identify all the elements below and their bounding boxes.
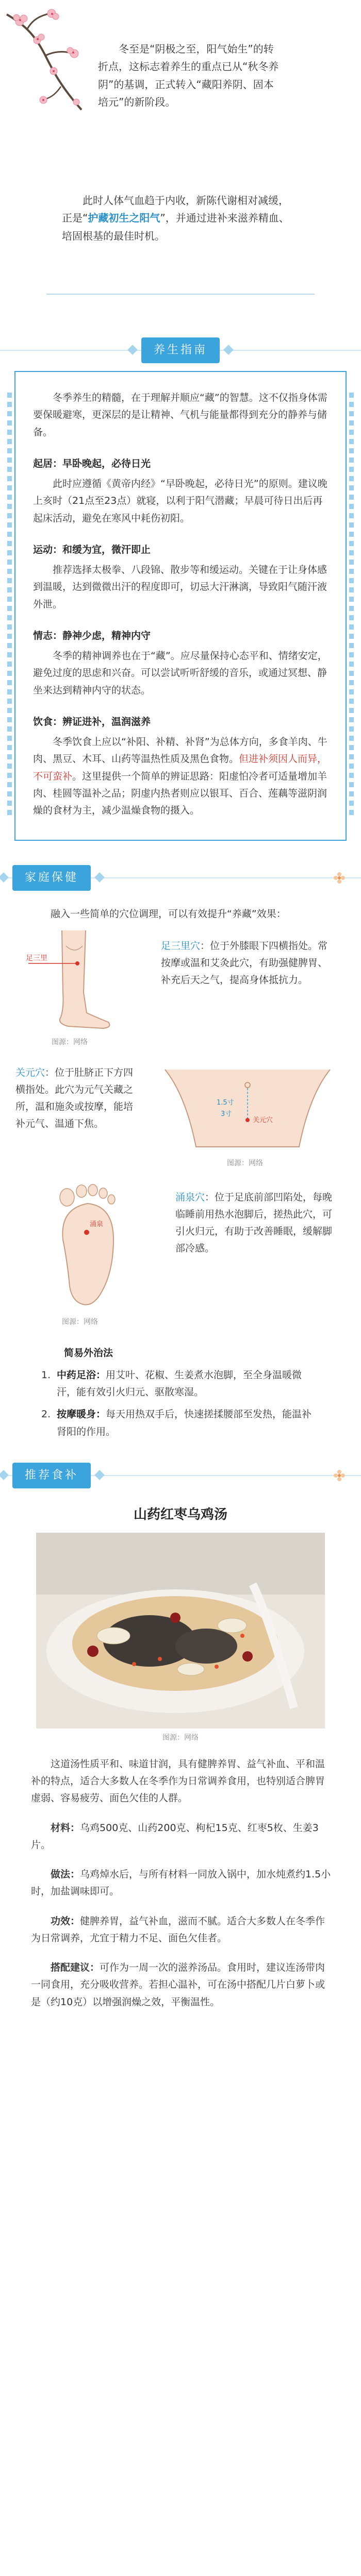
leg-illustration xyxy=(26,930,124,1033)
recipe-title: 山药红枣乌鸡汤 xyxy=(133,1506,227,1522)
foot-sole-illustration xyxy=(36,1183,139,1312)
flower-icon xyxy=(333,1469,346,1482)
guide-lifestyle-title: 起居：早卧晚起，必待日光 xyxy=(33,457,151,469)
guanyuan-mark-2: 3寸 xyxy=(221,1110,232,1118)
recipe-ingredients xyxy=(31,1820,334,1854)
yongquan-description xyxy=(175,1189,340,1258)
zusanli-text: ：位于外膝眼下四横指处。常按摩或温和艾灸此穴，有助强健脾胃、补充后天之气，提高身体抵抗力。 xyxy=(161,940,328,986)
method-text xyxy=(57,1406,320,1440)
intro-highlight: 护藏初生之阳气 xyxy=(88,212,160,225)
food-section-badge: 推荐食补 xyxy=(12,1463,91,1488)
image-caption: 图源：网络 xyxy=(52,1038,88,1046)
intro-paragraph-2 xyxy=(62,192,294,245)
guide-diet-title: 饮食：辨证进补，温润滋养 xyxy=(33,716,151,727)
method-text: 乌鸡焯水后，与所有材料一同放入锅中，加水炖煮约1.5小时，加盐调味即可。 xyxy=(31,1869,331,1897)
ingredients-text: 乌鸡500克、山药200克、枸杞15克、红枣5枚、生姜3片。 xyxy=(31,1822,319,1851)
zusanli-point-label: 足三里 xyxy=(26,954,47,962)
guide-box xyxy=(14,371,347,841)
guide-section-header xyxy=(0,330,361,371)
guide-section-badge: 养生指南 xyxy=(141,337,220,363)
recipe-photo-caption: 图源：网络 xyxy=(162,1734,199,1742)
decorative-strip-right xyxy=(349,393,354,819)
yongquan-text: ：位于足底前部凹陷处，每晚临睡前用热水泡脚后，搓热此穴，可引火归元，有助于改善睡眠，缓解脚部冷感。 xyxy=(175,1191,333,1255)
yongquan-point-label: 涌泉 xyxy=(90,1220,104,1228)
guanyuan-text: ：位于肚脐正下方四横指处。此穴为元气关藏之所，温和施灸或按摩，能培补元气、温通下焦。 xyxy=(15,1066,134,1130)
guanyuan-block xyxy=(0,1054,361,1183)
health-section-badge: 家庭保健 xyxy=(12,865,91,891)
recipe-pairing xyxy=(31,1959,334,2011)
guanyuan-mark-1: 1.5寸 xyxy=(217,1098,234,1107)
guide-diet-warning: 但进补须因人而异，不可蛮补 xyxy=(33,753,327,782)
pairing-label: 搭配建议： xyxy=(51,1962,100,1973)
method-body: 每天用热双手后，快速搓揉腰部至发热，能温补肾阳的作用。 xyxy=(57,1409,312,1437)
method-body: 用艾叶、花椒、生姜煮水泡脚，至全身温暖微汗，能有效引火归元、驱散寒湿。 xyxy=(57,1369,302,1398)
zusanli-block xyxy=(0,930,361,1054)
yongquan-block xyxy=(0,1183,361,1332)
zusanli-description xyxy=(161,938,331,989)
intro-section xyxy=(0,0,361,330)
guide-emotion-text: 冬季的精神调养也在于“藏”。应尽量保持心态平和、情绪安定，避免过度的思虑和兴奋。可以尝试听听舒缓的音乐，或通过冥想、静坐来达到精神内守的状态。 xyxy=(33,650,327,696)
image-caption: 图源：网络 xyxy=(227,1159,263,1167)
intro-paragraph-1: 冬至是“阴极之至，阳气始生”的转折点，这标志着养生的重点已从“秋冬养阴”的基调，正式转入“藏阳养阴、固本培元”的新阶段。 xyxy=(98,43,279,109)
intro-p2-text-end: ”，并通过进补来滋养精血、培固根基的最佳时机。 xyxy=(62,212,289,242)
guide-lifestyle-text: 此时应遵循《黄帝内经》“早卧晚起，必待日光”的原则。建议晚上亥时（21点至23点）就寝，以利于阳气潜藏；早晨可待日出后再起床活动，避免在寒风中耗伤初阳。 xyxy=(33,478,327,524)
recipe-intro: 这道汤性质平和、味道甘润，具有健脾养胃、益气补血、平和温补的特点，适合大多数人在冬季作为日常调养食用，也特别适合脾胃虚弱、容易疲劳、面色欠佳的人群。 xyxy=(31,1758,325,1804)
recipe-photo xyxy=(36,1533,325,1728)
guanyuan-description xyxy=(15,1064,139,1133)
yongquan-title: 涌泉穴 xyxy=(175,1191,205,1203)
method-title: 中药足浴： xyxy=(57,1369,106,1381)
method-label: 做法： xyxy=(51,1869,80,1880)
guanyuan-point-label: 关元穴 xyxy=(253,1116,273,1124)
method-number: 2. xyxy=(41,1409,51,1420)
guide-diet-text-b: 。这里提供一个简单的辨证思路：阳虚怕冷者可适量增加羊肉、桂圆等温补之品；阴虚内热者则应以银耳、百合、莲藕等滋阴润燥的食材为主，减少温燥食物的摄入。 xyxy=(33,770,327,816)
method-text xyxy=(57,1367,320,1401)
food-section-header xyxy=(0,1455,361,1496)
guide-diet-text-a: 冬季饮食上应以“补阳、补精、补肾”为总体方向，多食羊肉、牛肉、黑豆、木耳、山药等温热性质及黑色食物。 xyxy=(33,736,327,765)
decorative-strip-left xyxy=(7,393,12,819)
effect-text: 健脾养胃，益气补血，滋而不腻。适合大多数人在冬季作为日常调养，尤宜于精力不足、面色欠佳者。 xyxy=(31,1915,325,1944)
guide-emotion-title: 情志：静神少虑，精神内守 xyxy=(33,630,151,641)
plum-blossom-illustration xyxy=(4,4,89,115)
intro-divider xyxy=(46,294,315,295)
flower-icon xyxy=(333,872,346,884)
method-item xyxy=(41,1367,320,1401)
external-methods xyxy=(41,1345,320,1440)
abdomen-illustration xyxy=(155,1064,340,1152)
recipe-method xyxy=(31,1866,334,1901)
method-number: 1. xyxy=(41,1369,51,1381)
image-caption: 图源：网络 xyxy=(62,1317,98,1326)
health-section-header xyxy=(0,857,361,899)
guide-exercise-text: 推荐选择太极拳、八段锦、散步等和缓运动。关键在于让身体感到温暖，达到微微出汗的程度即可，切忌大汗淋漓，导致阳气随汗液外泄。 xyxy=(33,564,327,610)
recipe-body xyxy=(0,1756,361,2011)
guanyuan-title: 关元穴 xyxy=(15,1066,45,1078)
guide-exercise-title: 运动：和缓为宜，微汗即止 xyxy=(33,544,151,555)
guide-intro: 冬季养生的精髓，在于理解并顺应“藏”的智慧。这不仅指身体需要保暖避寒，更深层的是让精神、气机与能量都得到充分的静养与储备。 xyxy=(33,392,327,438)
recipe-effect xyxy=(31,1913,334,1947)
effect-label: 功效： xyxy=(51,1915,80,1927)
guide-diet-text xyxy=(33,734,328,819)
ingredients-label: 材料： xyxy=(51,1822,80,1834)
zusanli-title: 足三里穴 xyxy=(161,940,201,952)
methods-title: 简易外治法 xyxy=(64,1347,113,1359)
method-item xyxy=(41,1406,320,1440)
acupoint-intro: 融入一些简单的穴位调理，可以有效提升“养藏”效果： xyxy=(51,908,286,920)
method-title: 按摩暖身： xyxy=(57,1409,106,1420)
intro-p2-text: 此时人体气血趋于内收，新陈代谢相对减缓，正是“ xyxy=(62,194,289,225)
pairing-text: 可作为一周一次的滋养汤品。食用时，建议连汤带肉一同食用，充分吸收营养。若担心温补，可在汤中搭配几片白萝卜或是（约10克）以增强润燥之效，平衡温性。 xyxy=(31,1962,325,2008)
